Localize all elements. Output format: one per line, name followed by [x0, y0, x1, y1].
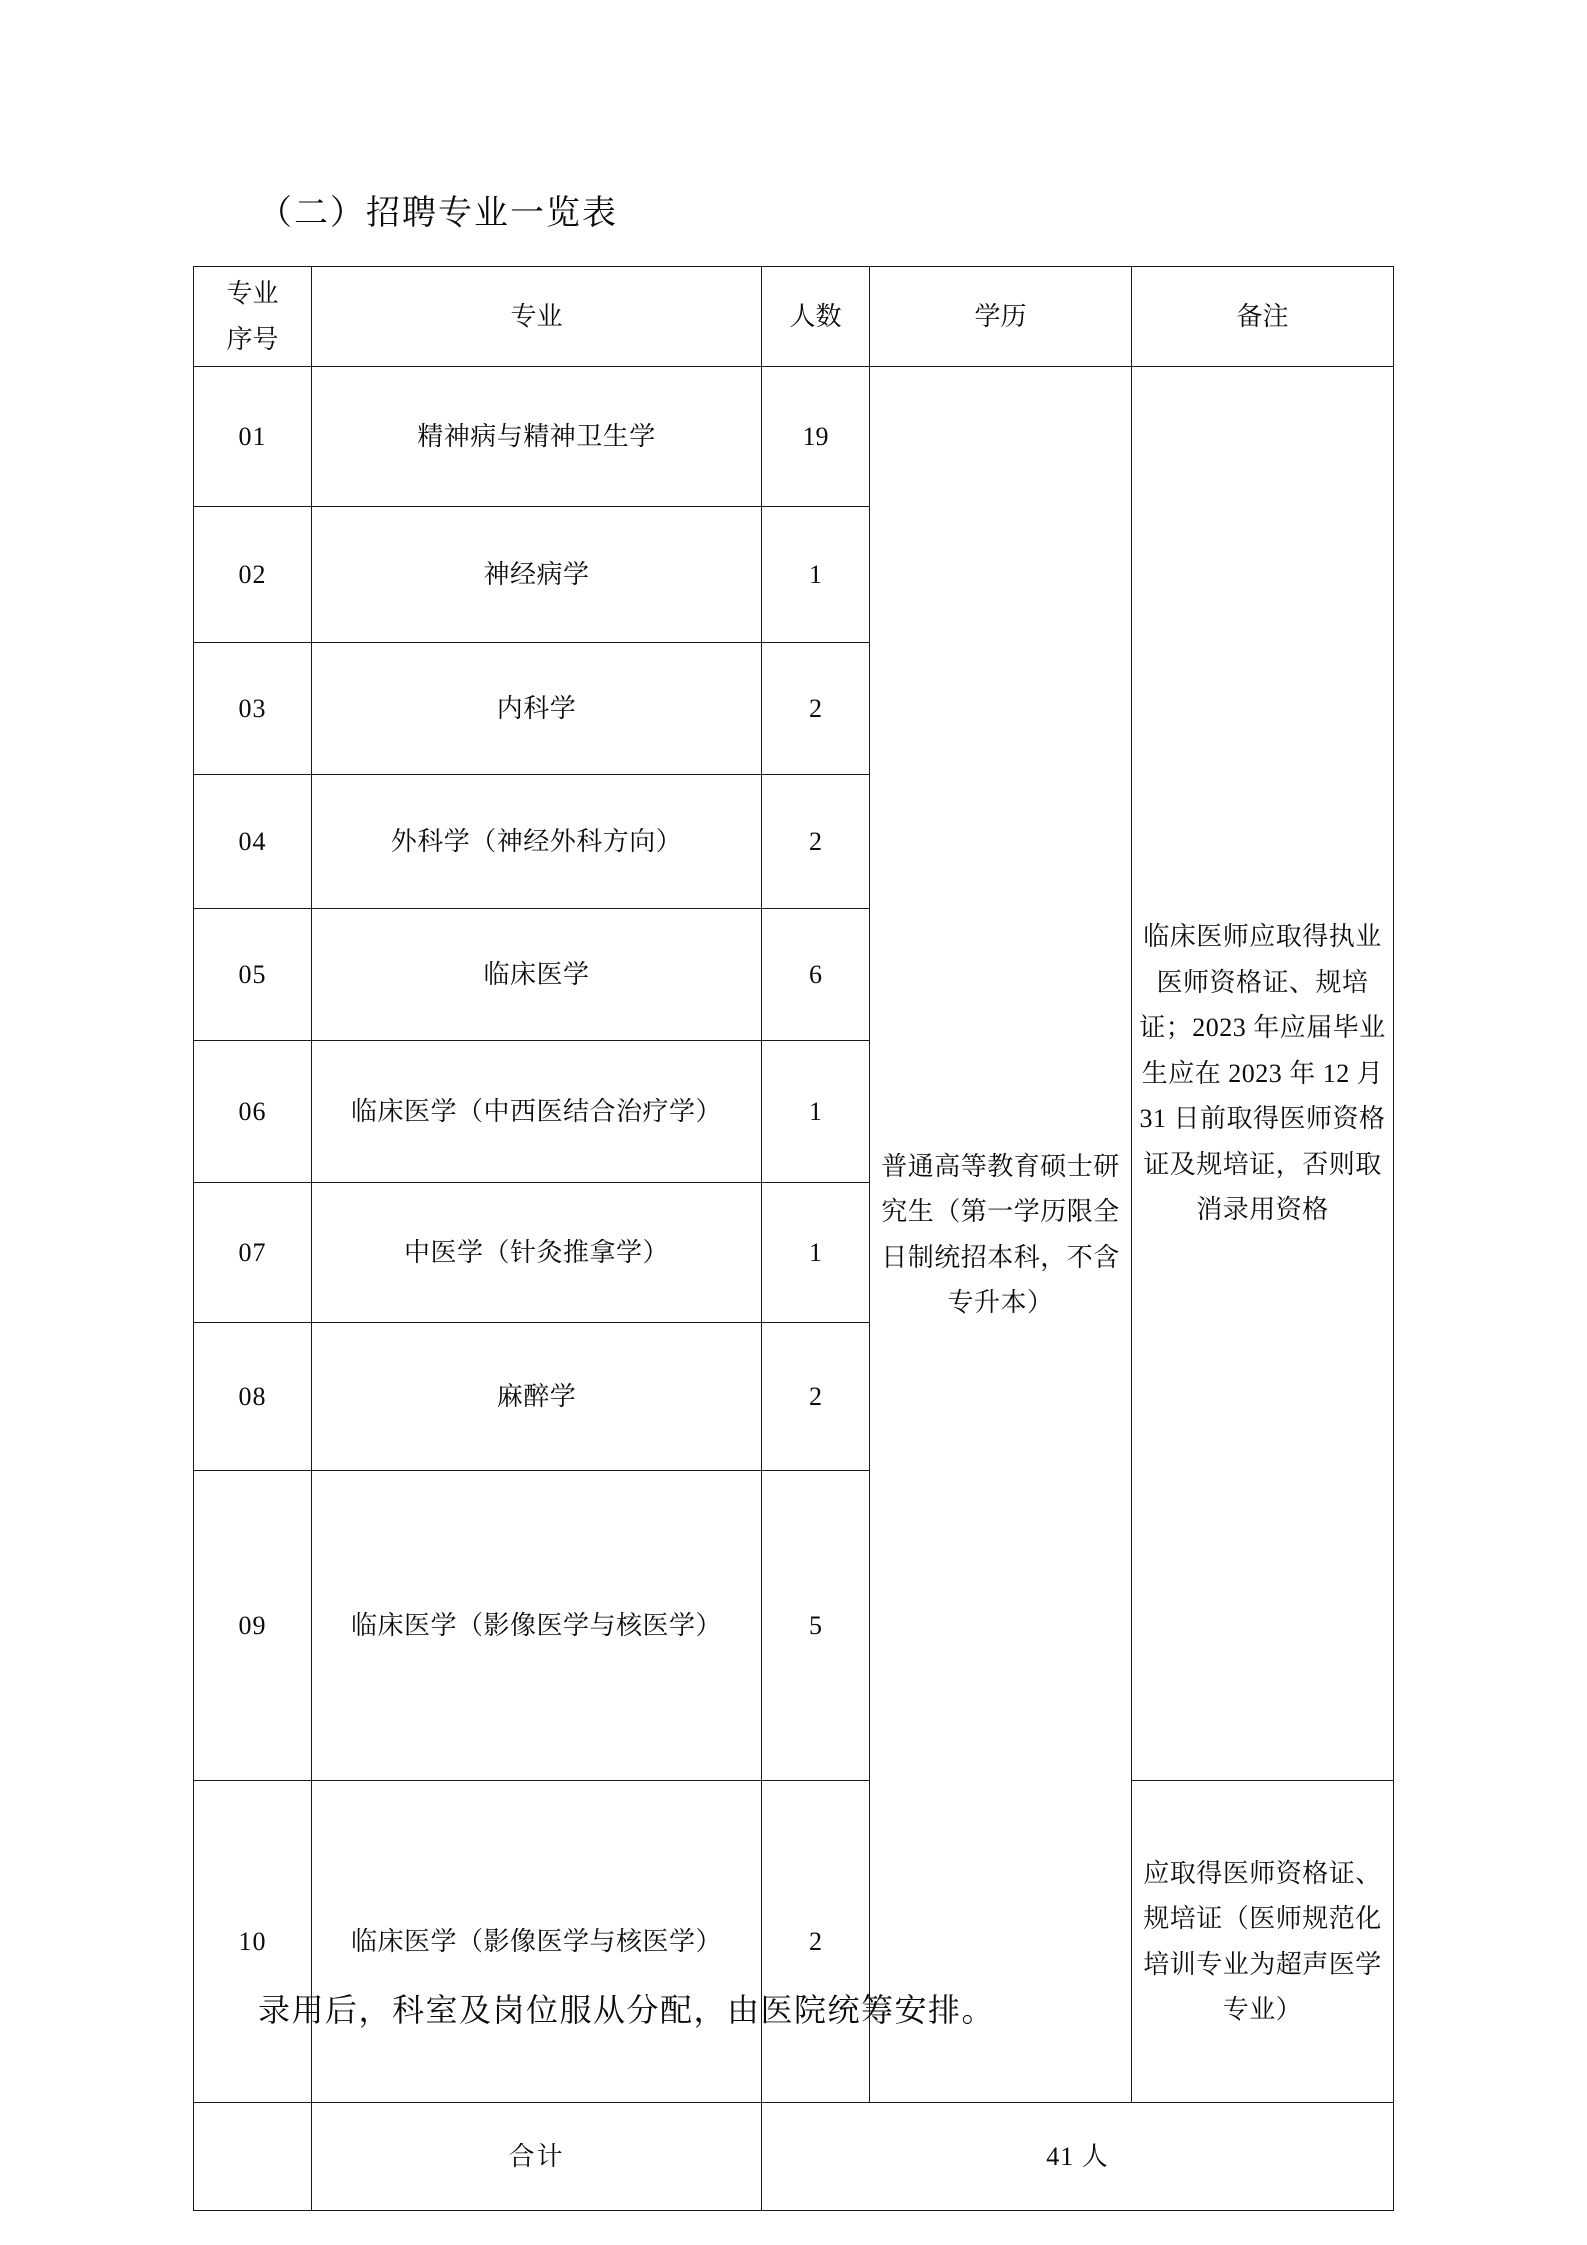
column-header-index-line2: 序号	[226, 324, 279, 354]
cell-total-empty	[194, 2103, 312, 2211]
cell-major: 麻醉学	[312, 1323, 762, 1471]
cell-index: 06	[194, 1041, 312, 1183]
column-header-index-line1: 专业	[226, 279, 279, 308]
cell-index: 01	[194, 367, 312, 507]
cell-index: 04	[194, 775, 312, 909]
cell-count: 2	[762, 775, 870, 909]
cell-education: 普通高等教育硕士研究生（第一学历限全日制统招本科，不含专升本）	[870, 367, 1132, 2103]
cell-major: 临床医学（影像医学与核医学）	[312, 1781, 762, 2103]
cell-major: 外科学（神经外科方向）	[312, 775, 762, 909]
cell-count: 2	[762, 643, 870, 775]
cell-major: 临床医学（影像医学与核医学）	[312, 1471, 762, 1781]
cell-count: 19	[762, 367, 870, 507]
cell-total-label: 合计	[312, 2103, 762, 2211]
table-total-row	[194, 2103, 1394, 2211]
cell-count: 2	[762, 1781, 870, 2103]
cell-total-value: 41 人	[762, 2103, 1394, 2211]
cell-major: 精神病与精神卫生学	[312, 367, 762, 507]
cell-index: 02	[194, 507, 312, 643]
cell-index: 05	[194, 909, 312, 1041]
recruitment-major-table	[193, 266, 1394, 2211]
table-header-row	[194, 267, 1394, 367]
table-row	[194, 367, 1394, 507]
column-header-index	[194, 267, 312, 367]
cell-count: 1	[762, 1041, 870, 1183]
column-header-education: 学历	[870, 267, 1132, 367]
cell-count: 1	[762, 1183, 870, 1323]
cell-index: 07	[194, 1183, 312, 1323]
cell-count: 5	[762, 1471, 870, 1781]
footer-note: 录用后，科室及岗位服从分配，由医院统筹安排。	[258, 1992, 996, 2028]
cell-count: 1	[762, 507, 870, 643]
cell-count: 6	[762, 909, 870, 1041]
cell-index: 09	[194, 1471, 312, 1781]
table-row	[194, 1781, 1394, 2103]
cell-remark-row10: 应取得医师资格证、规培证（医师规范化培训专业为超声医学专业）	[1132, 1781, 1394, 2103]
cell-index: 10	[194, 1781, 312, 2103]
cell-major: 临床医学（中西医结合治疗学）	[312, 1041, 762, 1183]
cell-remark-main: 临床医师应取得执业医师资格证、规培证；2023 年应届毕业生应在 2023 年 12 月 31 日前取得医师资格证及规培证，否则取消录用资格	[1132, 367, 1394, 1781]
cell-major: 临床医学	[312, 909, 762, 1041]
column-header-count: 人数	[762, 267, 870, 367]
cell-count: 2	[762, 1323, 870, 1471]
cell-major: 内科学	[312, 643, 762, 775]
page-title: （二）招聘专业一览表	[258, 195, 618, 232]
cell-index: 08	[194, 1323, 312, 1471]
column-header-remark: 备注	[1132, 267, 1394, 367]
column-header-major: 专业	[312, 267, 762, 367]
cell-major: 中医学（针灸推拿学）	[312, 1183, 762, 1323]
cell-major: 神经病学	[312, 507, 762, 643]
cell-index: 03	[194, 643, 312, 775]
